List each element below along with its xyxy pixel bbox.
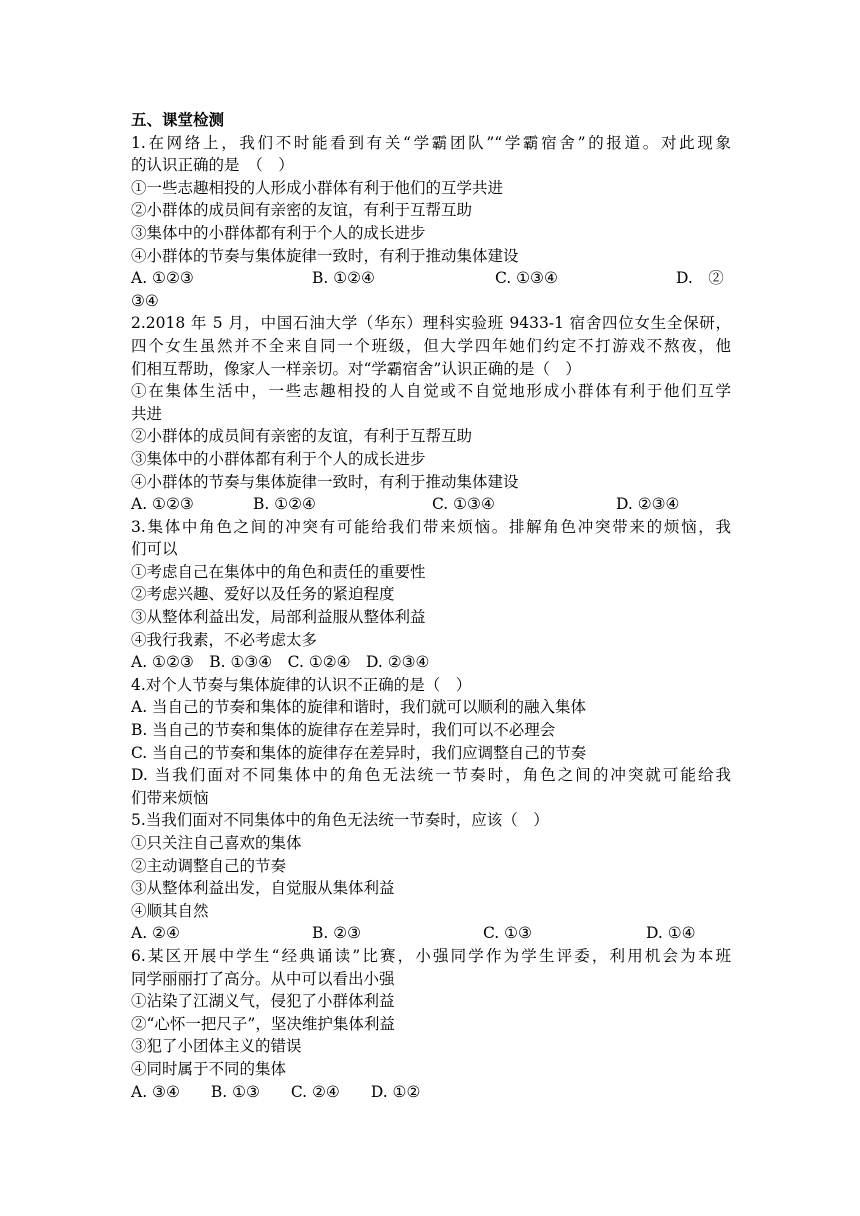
option-d: D. ①④ — [646, 924, 696, 943]
statement: ②考虑兴趣、爱好以及任务的紧迫程度 — [131, 585, 395, 604]
question-stem-line: 四个女生虽然并不全来自同一个班级，但大学四年她们约定不打游戏不熬夜，他 — [131, 336, 731, 355]
option-d: D. ②③④ — [616, 495, 680, 514]
option-b: B. 当自己的节奏和集体的旋律存在差异时，我们可以不必理会 — [131, 721, 556, 740]
option-d: D. 当我们面对不同集体中的角色无法统一节奏时，角色之间的冲突就可能给我 — [131, 766, 731, 785]
option-c: C. 当自己的节奏和集体的旋律存在差异时，我们应调整自己的节奏 — [131, 743, 587, 762]
question-2 — [131, 312, 731, 515]
option-b: B. ①②④ — [312, 269, 375, 288]
question-5 — [131, 809, 731, 945]
option-a: A. ①②③ — [131, 269, 194, 288]
option-b: B. ②③ — [312, 924, 362, 943]
statement: ②小群体的成员间有亲密的友谊，有利于互帮互助 — [131, 201, 473, 220]
statement: ①一些志趣相投的人形成小群体有利于他们的互学共进 — [131, 178, 504, 197]
option-c: C. ①③④ — [432, 495, 495, 514]
question-stem-line: 2.2018 年 5 月，中国石油大学（华东）理科实验班 9433-1 宿舍四位女生全保研， — [131, 314, 731, 333]
question-6 — [131, 945, 731, 1103]
statement: ③从整体利益出发，局部利益服从整体利益 — [131, 608, 426, 627]
option-d-continued: ③④ — [131, 291, 159, 310]
option-b: B. ①②④ — [253, 495, 316, 514]
statement: ③集体中的小群体都有利于个人的成长进步 — [131, 223, 426, 242]
statement: ①考虑自己在集体中的角色和责任的重要性 — [131, 562, 426, 581]
question-stem-line: 3.集体中角色之间的冲突有可能给我们带来烦恼。排解角色冲突带来的烦恼，我 — [131, 517, 731, 536]
statement: ②主动调整自己的节奏 — [131, 856, 287, 875]
question-stem-line: 们可以 — [131, 540, 178, 559]
question-stem-line: 5.当我们面对不同集体中的角色无法统一节奏时，应该（ ） — [131, 811, 549, 830]
statement: ①只关注自己喜欢的集体 — [131, 834, 302, 852]
statement: ③从整体利益出发，自觉服从集体利益 — [131, 879, 395, 898]
statement: ④同时属于不同的集体 — [131, 1059, 287, 1078]
question-stem-line: 的认识正确的是 （ ） — [131, 156, 294, 175]
question-stem-line: 6.某区开展中学生“经典诵读”比赛，小强同学作为学生评委，利用机会为本班 — [131, 946, 731, 965]
section-title: 五、课堂检测 — [131, 110, 225, 129]
statement: ②小群体的成员间有亲密的友谊，有利于互帮互助 — [131, 427, 473, 446]
statement: ①在集体生活中，一些志趣相投的人自觉或不自觉地形成小群体有利于他们互学 — [131, 382, 731, 401]
option-c: C. ①③④ — [495, 269, 558, 288]
question-stem-line: 同学丽丽打了高分。从中可以看出小强 — [131, 969, 395, 988]
options-row — [131, 493, 731, 516]
statement: ④顺其自然 — [131, 901, 209, 920]
question-4 — [131, 674, 731, 810]
option-a: A. ①②③ — [131, 495, 194, 514]
question-3 — [131, 516, 731, 674]
question-stem-line: 4.对个人节奏与集体旋律的认识不正确的是（ ） — [131, 675, 472, 694]
option-a: A. ②④ — [131, 924, 180, 943]
question-stem-line: 1.在网络上，我们不时能看到有关“学霸团队”“学霸宿舍”的报道。对此现象 — [131, 133, 731, 152]
options-row — [131, 267, 731, 290]
statement: ③集体中的小群体都有利于个人的成长进步 — [131, 449, 426, 468]
statement: ④小群体的节奏与集体旋律一致时，有利于推动集体建设 — [131, 246, 519, 265]
option-d: D. ② — [676, 269, 724, 288]
statement: 共进 — [131, 404, 163, 423]
statement: ④小群体的节奏与集体旋律一致时，有利于推动集体建设 — [131, 472, 519, 491]
option-c: C. ①③ — [483, 924, 532, 943]
options-row — [131, 922, 731, 945]
option-d-continued: 们带来烦恼 — [131, 788, 209, 807]
question-1 — [131, 132, 731, 313]
question-stem-line: 们相互帮助，像家人一样亲切。对“学霸宿舍”认识正确的是（ ） — [131, 359, 581, 378]
statement: ②“心怀一把尺子”，坚决维护集体利益 — [131, 1014, 395, 1033]
options-row: A. ③④ B. ①③ C. ②④ D. ①② — [131, 1082, 421, 1101]
statement: ③犯了小团体主义的错误 — [131, 1037, 302, 1056]
statement: ④我行我素，不必考虑太多 — [131, 630, 318, 649]
statement: ①沾染了江湖义气，侵犯了小群体利益 — [131, 992, 395, 1011]
option-a: A. 当自己的节奏和集体的旋律和谐时，我们就可以顺利的融入集体 — [131, 698, 587, 717]
options-row: A. ①②③ B. ①③④ C. ①②④ D. ②③④ — [131, 653, 430, 672]
document-content — [131, 109, 731, 1103]
